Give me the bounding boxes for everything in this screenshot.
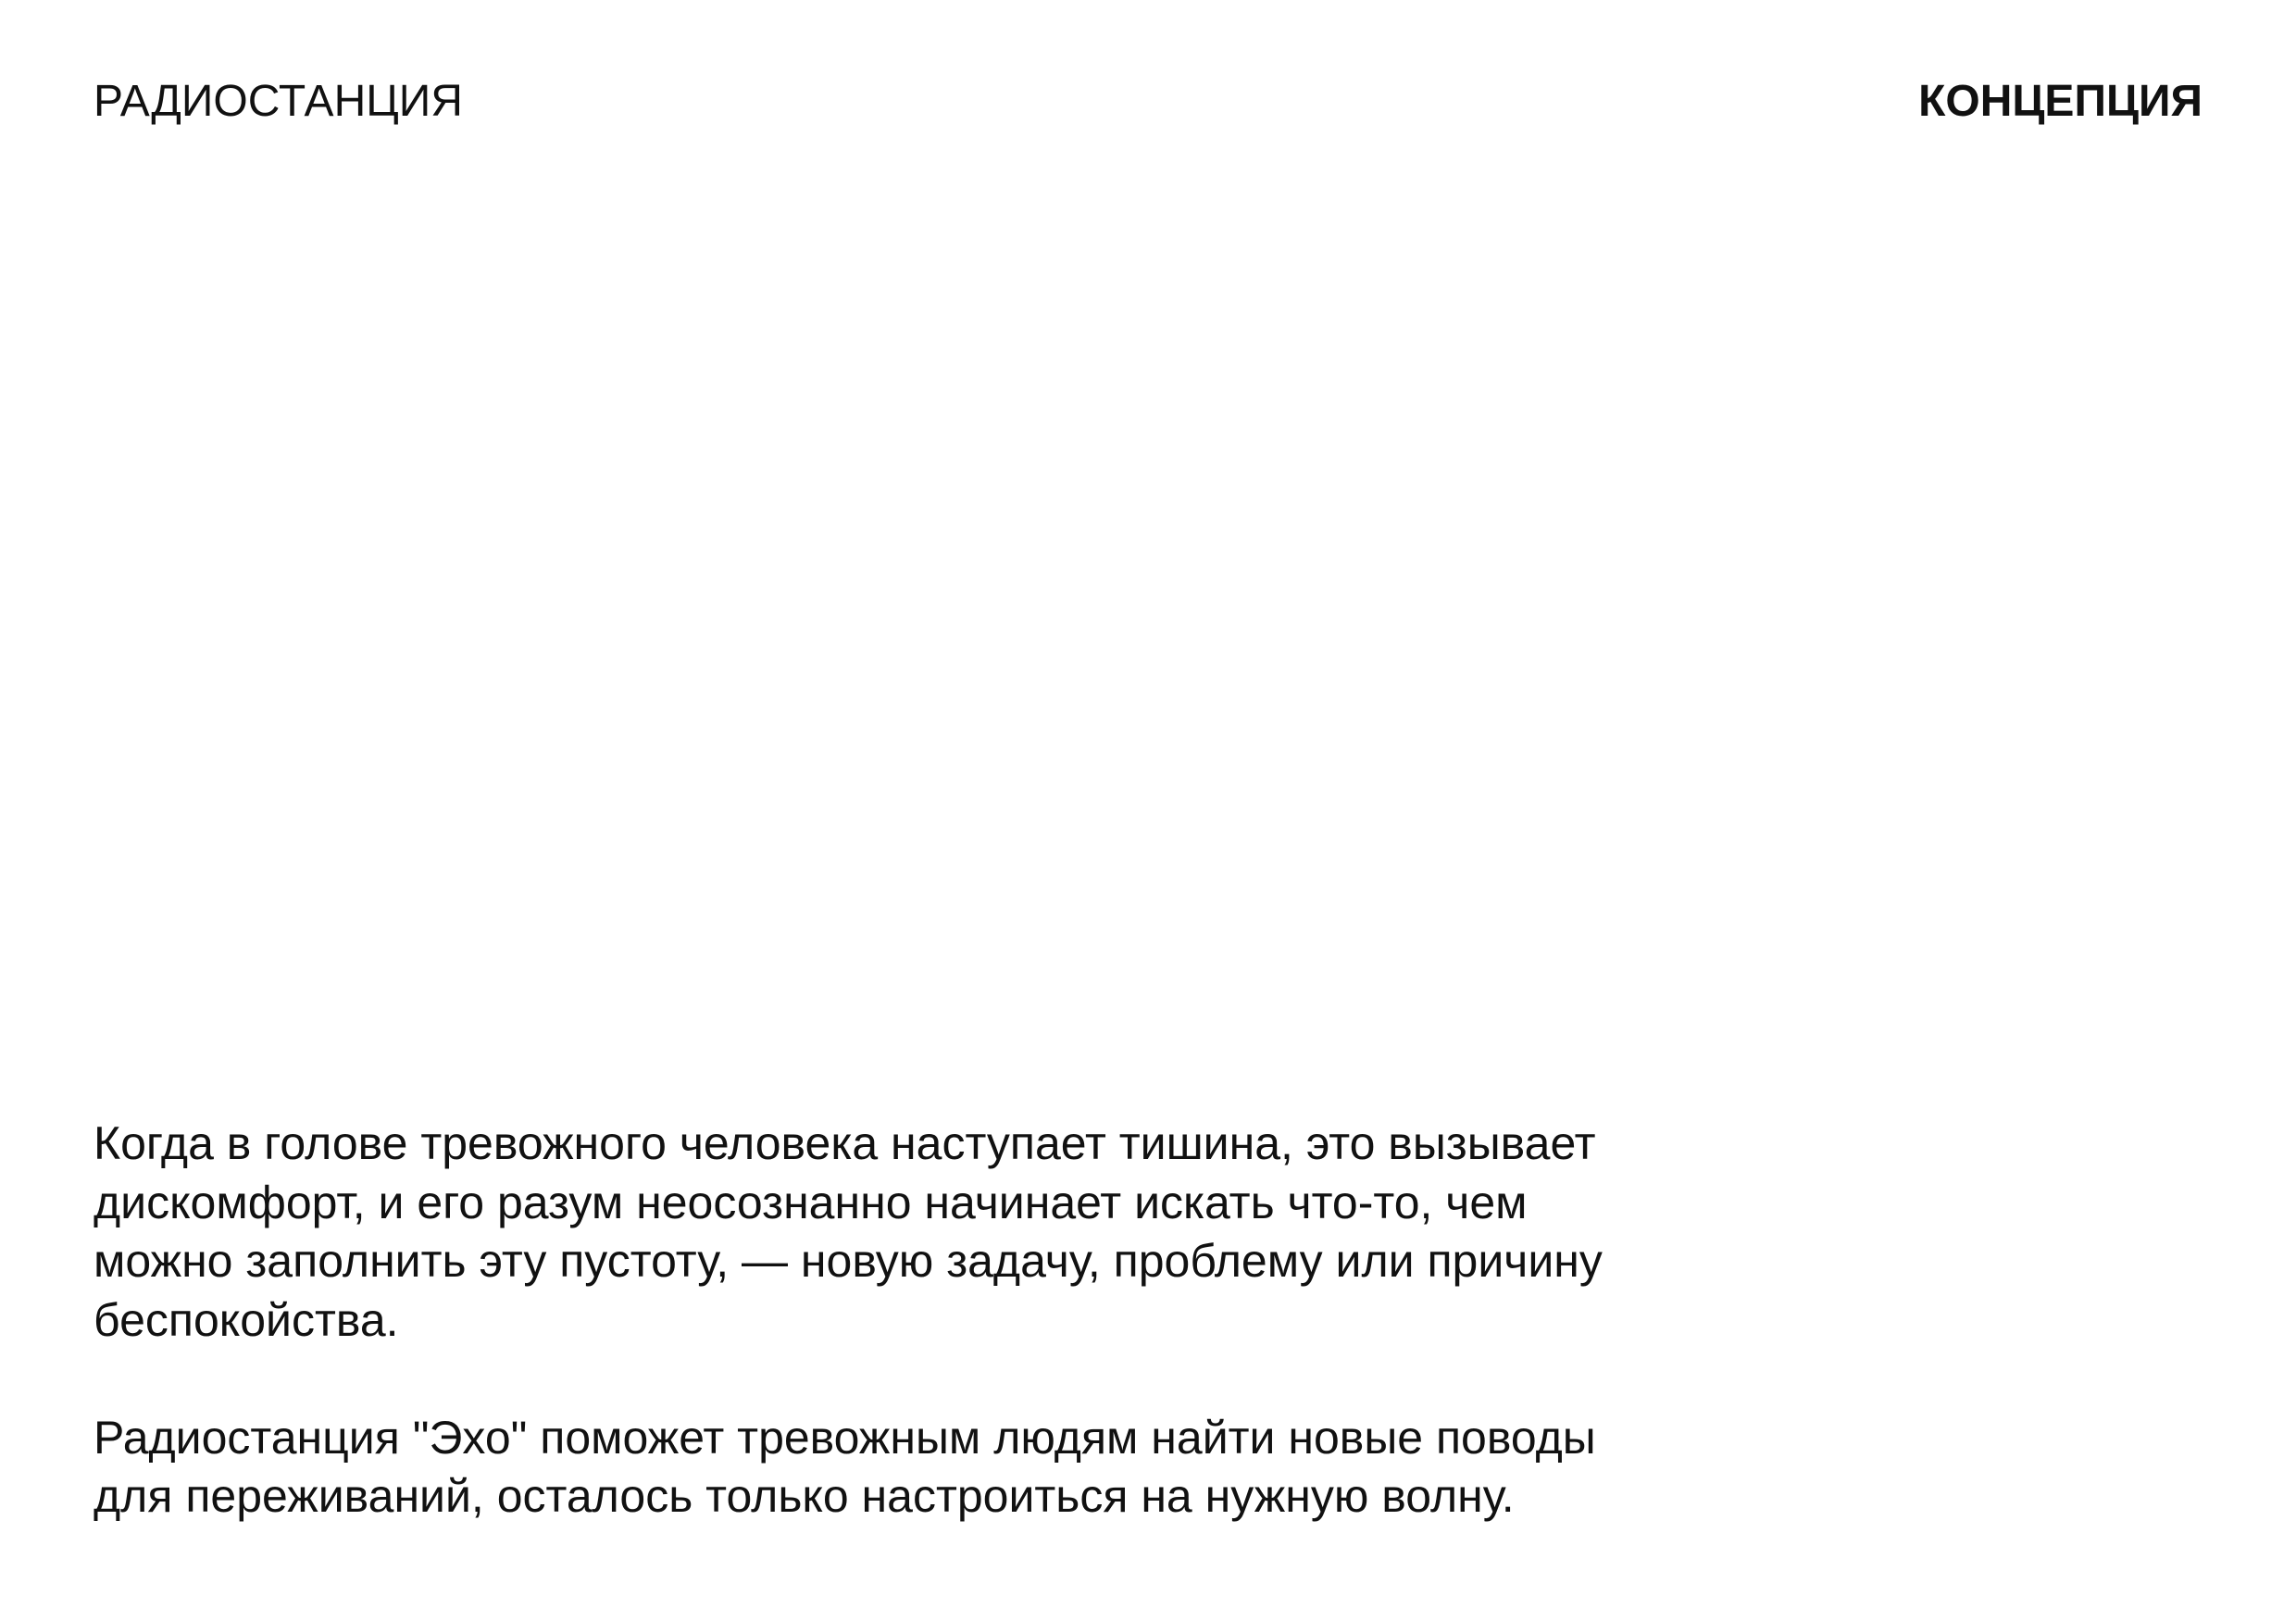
paragraph-line: для переживаний, осталось только настроиться на нужную волну. — [94, 1470, 1515, 1522]
paragraph-line: можно заполнить эту пустоту, — новую задачу, проблему или причину — [94, 1235, 1603, 1287]
paragraph-proposal — [94, 1409, 1778, 1527]
paragraph-line: беспокойства. — [94, 1293, 399, 1346]
section-label: РАДИОСТАНЦИЯ — [94, 77, 463, 126]
page-title: КОНЦЕПЦИЯ — [1918, 77, 2202, 126]
paragraph-line: дискомфорт, и его разум неосознанно начинает искать что-то, чем — [94, 1176, 1528, 1228]
paragraph-intro — [94, 1115, 1778, 1350]
paragraph-line: Радиостанция "Эхо" поможет тревожным людям найти новые поводы — [94, 1411, 1596, 1464]
paragraph-line: Когда в голове тревожного человека наступает тишина, это вызывает — [94, 1117, 1596, 1169]
concept-text — [94, 1115, 1778, 1527]
